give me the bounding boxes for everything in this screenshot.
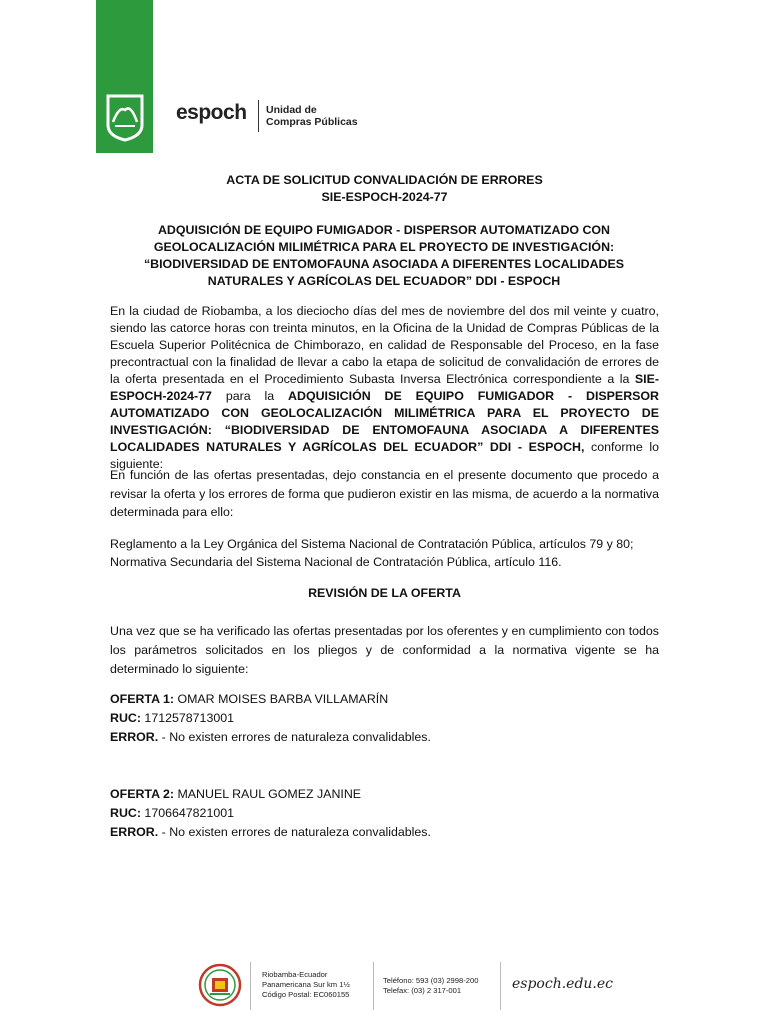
offer-block-2 [110,785,659,842]
footer-fax: Telefax: (03) 2 317-001 [383,986,462,995]
error-label: ERROR. [110,730,159,744]
error-line [110,823,659,842]
ruc-value: 1712578713001 [140,711,235,725]
footer-address-line1: Riobamba-Ecuador [262,970,328,979]
intro-paragraph [110,303,659,473]
footer-phone: Teléfono: 593 (03) 2998-200 [383,976,479,985]
ruc-label: RUC: [110,806,141,820]
footer-address-line3: Código Postal: EC060155 [262,990,350,999]
ruc-label: RUC: [110,711,141,725]
unit-name-line2: Compras Públicas [266,116,358,128]
offer-label: OFERTA 2: [110,787,175,801]
footer-divider [500,962,501,1010]
paragraph-3-text: Reglamento a la Ley Orgánica del Sistema Nacional de Contratación Pública, artículos 79 y 80; Normativa Secundaria del Sistema Nacional de Contratación Pública, artículo 116. [110,537,634,569]
title-line1: ACTA DE SOLICITUD CONVALIDACIÓN DE ERRORES [226,173,543,187]
section-heading [110,585,659,602]
offer-line [110,785,659,804]
offer-label: OFERTA 1: [110,692,175,706]
intro-text: En la ciudad de Riobamba, a los dieciocho días del mes de noviembre del dos mil veinte y cuatro, siendo las catorce horas con treinta minutos, en la Oficina de la Unidad de Compras Públicas de la Escuela Superior Politécnica de Chimborazo, en calidad de Responsable del Proceso, en la fase precontractual con la finalidad de llevar a cabo la etapa de solicitud de convalidación de errores de la oferta presentada en el Procedimiento Subasta Inversa Electrónica correspondiente a la [110,304,659,386]
subject-text: ADQUISICIÓN DE EQUIPO FUMIGADOR - DISPERSOR AUTOMATIZADO CON GEOLOCALIZACIÓN MILIMÉTRICA PARA EL PROYECTO DE INVESTIGACIÓN: “BIODIVERSIDAD DE ENTOMOFAUNA ASOCIADA A DIFERENTES LOCALIDADES NATURALES Y AGRÍCOLAS DEL ECUADOR” DDI - ESPOCH [143,223,625,288]
offer-line [110,690,659,709]
footer-divider [373,962,374,1010]
document-subject [105,222,663,290]
footer-website[interactable]: espoch.edu.ec [512,976,614,992]
ruc-line [110,804,659,823]
ruc-line [110,709,659,728]
ruc-value: 1706647821001 [140,806,235,820]
unit-name-line1: Unidad de [266,104,317,116]
paragraph-4 [110,622,659,679]
offer-name: MANUEL RAUL GOMEZ JANINE [174,787,362,801]
intro-ending: conforme lo siguiente: [110,440,659,471]
error-text: - No existen errores de naturaleza convalidables. [158,825,431,839]
intro-subject: ADQUISICIÓN DE EQUIPO FUMIGADOR - DISPERSOR AUTOMATIZADO CON GEOLOCALIZACIÓN MILIMÉTRICA PARA EL PROYECTO DE INVESTIGACIÓN: “BIODIVERSIDAD DE ENTOMOFAUNA ASOCIADA A DIFERENTES LOCALIDADES NATURALES Y AGRÍCOLAS DEL ECUADOR” DDI - ESPOCH, [110,389,659,454]
paragraph-2-text: En función de las ofertas presentadas, dejo constancia en el presente documento que procedo a revisar la oferta y los errores de forma que pudieron existir en las misma, de acuerdo a la normativa determinada para ello: [110,468,659,519]
error-label: ERROR. [110,825,159,839]
offer-block-1 [110,690,659,747]
intro-para: para la [211,389,289,403]
section-heading-text: REVISIÓN DE LA OFERTA [308,586,461,600]
title-line2: SIE-ESPOCH-2024-77 [321,190,448,204]
intro-code: SIE-ESPOCH-2024-77 [110,372,659,403]
paragraph-3 [110,535,659,571]
footer-address [262,970,350,1000]
header-divider [258,100,259,132]
footer-address-line2: Panamericana Sur km 1½ [262,980,350,989]
footer-contact [383,976,478,996]
institution-seal-icon [198,963,242,1007]
document-title [110,172,659,206]
paragraph-2 [110,466,659,522]
espoch-emblem-icon [105,92,145,142]
footer-divider [250,962,251,1010]
offer-name: OMAR MOISES BARBA VILLAMARÍN [174,692,389,706]
error-text: - No existen errores de naturaleza convalidables. [158,730,431,744]
error-line [110,728,659,747]
paragraph-4-text: Una vez que se ha verificado las ofertas presentadas por los oferentes y en cumplimiento con todos los parámetros solicitados en los pliegos y de conformidad a la normativa vigente se ha determinado lo siguiente: [110,624,659,676]
brand-name: espoch [176,101,247,124]
unit-name [266,104,358,128]
